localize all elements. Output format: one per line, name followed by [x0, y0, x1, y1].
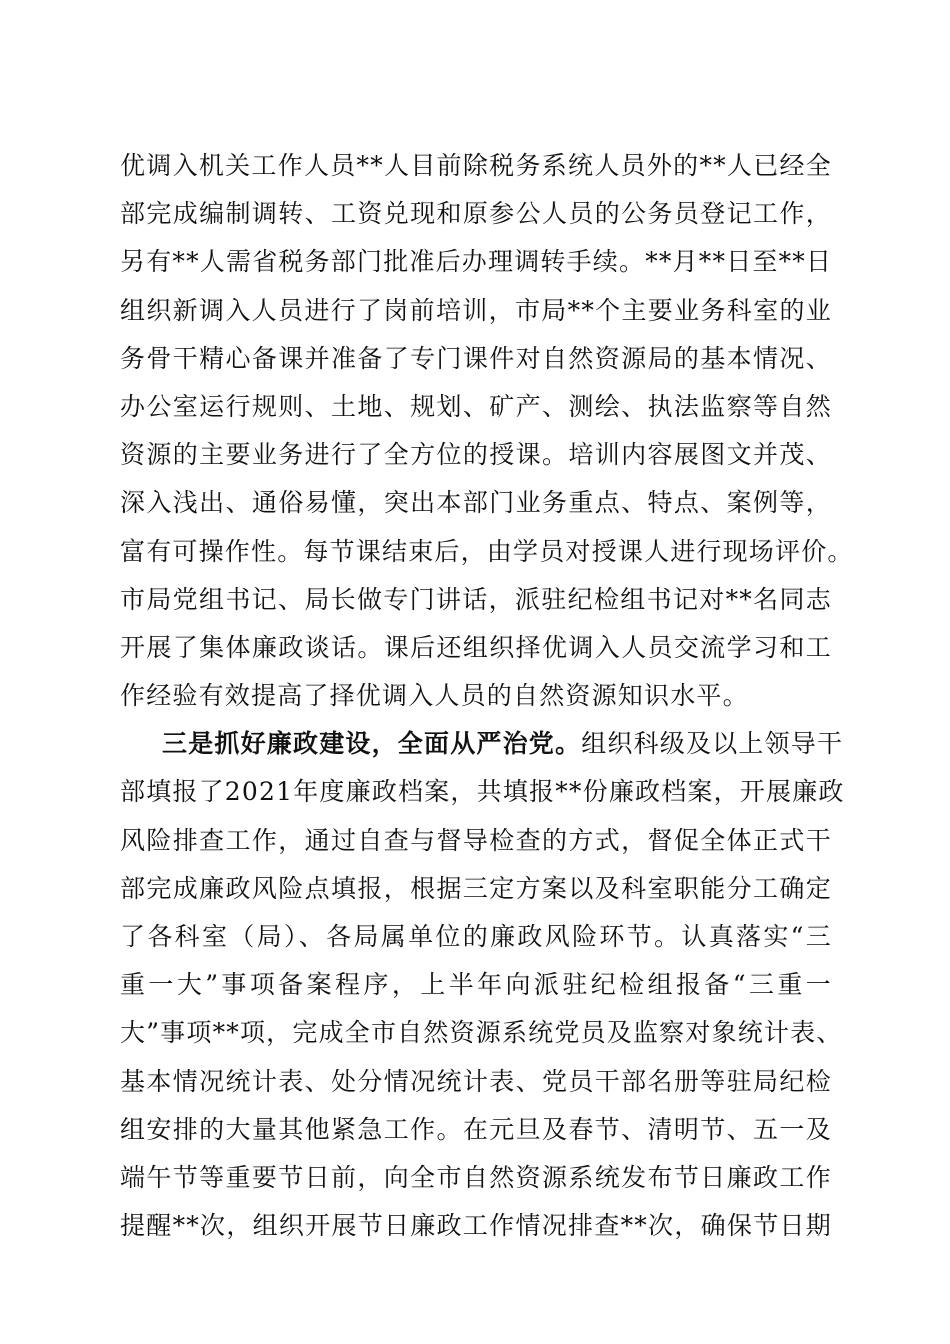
paragraph-first-line-rest: 组织科级及以上领导干 — [581, 729, 844, 759]
document-page — [120, 142, 854, 1250]
paragraph-1 — [120, 142, 854, 720]
text-line: 开展了集体廉政谈话。课后还组织择优调入人员交流学习和工 — [120, 632, 832, 662]
text-line: 组织新调入人员进行了岗前培训，市局**个主要业务科室的业 — [120, 295, 832, 325]
text-line: 深入浅出、通俗易懂，突出本部门业务重点、特点、案例等， — [120, 488, 832, 518]
text-line: 部完成廉政风险点填报，根据三定方案以及科室职能分工确定 — [120, 873, 832, 903]
paragraph-first-line — [120, 720, 844, 768]
text-line: 重一大”事项备案程序，上半年向派驻纪检组报备“三重一 — [120, 970, 832, 1000]
text-line: 提醒**次，组织开展节日廉政工作情况排查**次，确保节日期 — [120, 1211, 832, 1241]
text-line: 了各科室（局）、各局属单位的廉政风险环节。认真落实“三 — [120, 922, 832, 951]
text-line: 部完成编制调转、工资兑现和原参公人员的公务员登记工作， — [120, 199, 832, 229]
text-line: 办公室运行规则、土地、规划、矿产、测绘、执法监察等自然 — [120, 391, 832, 421]
paragraph-2 — [120, 720, 845, 1250]
paragraph-lead-heading: 三是抓好廉政建设，全面从严治党。 — [162, 729, 582, 759]
text-line: 富有可操作性。每节课结束后，由学员对授课人进行现场评价。 — [120, 536, 854, 566]
text-line: 部填报了2021年度廉政档案，共填报**份廉政档案，开展廉政 — [120, 777, 845, 807]
text-line: 市局党组书记、局长做专门讲话，派驻纪检组书记对**名同志 — [120, 584, 832, 614]
text-line: 资源的主要业务进行了全方位的授课。培训内容展图文并茂、 — [120, 440, 832, 470]
text-line: 基本情况统计表、处分情况统计表、党员干部名册等驻局纪检 — [120, 1066, 832, 1096]
text-line: 风险排查工作，通过自查与督导检查的方式，督促全体正式干 — [120, 825, 832, 855]
text-line: 另有**人需省税务部门批准后办理调转手续。**月**日至**日 — [120, 247, 833, 277]
text-line: 作经验有效提高了择优调入人员的自然资源知识水平。 — [120, 681, 749, 711]
text-line: 端午节等重要节日前，向全市自然资源系统发布节日廉政工作 — [120, 1162, 832, 1192]
text-line: 务骨干精心备课并准备了专门课件对自然资源局的基本情况、 — [120, 343, 832, 373]
text-line: 组安排的大量其他紧急工作。在元旦及春节、清明节、五一及 — [120, 1114, 832, 1144]
text-line: 大”事项**项，完成全市自然资源系统党员及监察对象统计表、 — [120, 1018, 843, 1048]
text-line: 优调入机关工作人员**人目前除税务系统人员外的**人已经全 — [120, 151, 832, 180]
